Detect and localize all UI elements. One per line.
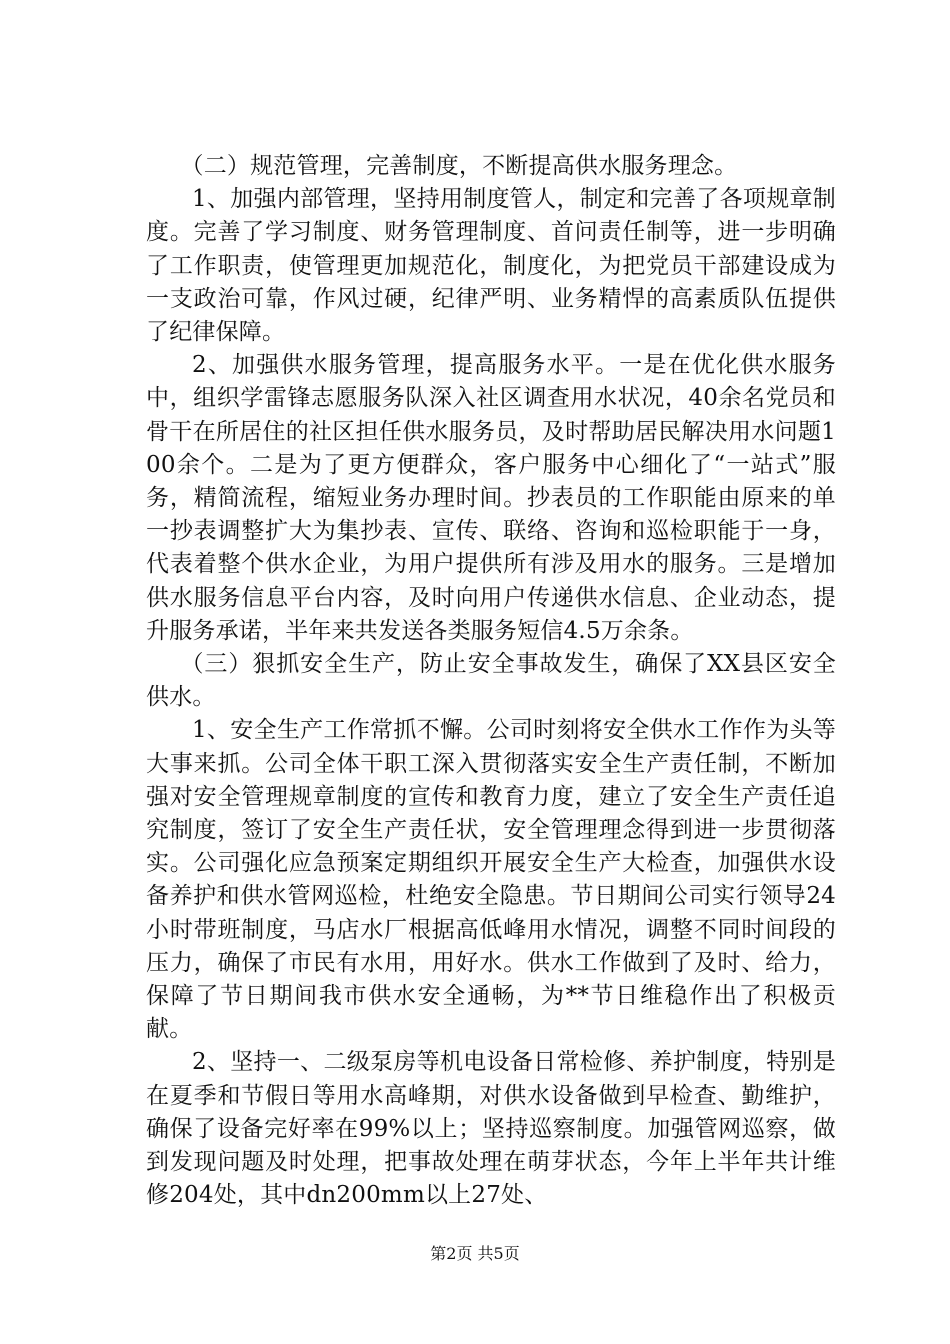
page-footer: 第2页 共5页: [430, 1244, 520, 1263]
paragraph-equipment-maintenance: 2、坚持一、二级泵房等机电设备日常检修、养护制度，特别是在夏季和节假日等用水高峰期，对供水设备做到早检查、勤维护，确保了设备完好率在99%以上；坚持巡察制度。加强管网巡察，做到发现问题及时处理，把事故处理在萌芽状态，今年上半年共计维修204处，其中dn200mm以上27处、: [146, 1049, 836, 1209]
document-body: [146, 150, 836, 1213]
paragraph-internal-management: 1、加强内部管理，坚持用制度管人，制定和完善了各项规章制度。完善了学习制度、财务管理制度、首问责任制等，进一步明确了工作职责，使管理更加规范化，制度化，为把党员干部建设成为一支政治可靠，作风过硬，纪律严明、业务精悍的高素质队伍提供了纪律保障。: [146, 186, 836, 346]
paragraph-service-management: 2、加强供水服务管理，提高服务水平。一是在优化供水服务中，组织学雷锋志愿服务队深入社区调查用水状况，40余名党员和骨干在所居住的社区担任供水服务员，及时帮助居民解决用水问题100余个。二是为了更方便群众，客户服务中心细化了“一站式”服务，精简流程，缩短业务办理时间。抄表员的工作职能由原来的单一抄表调整扩大为集抄表、宣传、联络、咨询和巡检职能于一身，代表着整个供水企业，为用户提供所有涉及用水的服务。三是增加供水服务信息平台内容，及时向用户传递供水信息、企业动态，提升服务承诺，半年来共发送各类服务短信4.5万余条。: [146, 352, 836, 644]
section-heading-3: （三）狠抓安全生产，防止安全事故发生，确保了XX县区安全供水。: [146, 651, 836, 711]
section-heading-2: （二）规范管理，完善制度，不断提高供水服务理念。: [180, 153, 738, 179]
paragraph-safety-production: 1、安全生产工作常抓不懈。公司时刻将安全供水工作作为头等大事来抓。公司全体干职工深入贯彻落实安全生产责任制，不断加强对安全管理规章制度的宣传和教育力度，建立了安全生产责任追究制度，签订了安全生产责任状，安全管理理念得到进一步贯彻落实。公司强化应急预案定期组织开展安全生产大检查，加强供水设备养护和供水管网巡检，杜绝安全隐患。节日期间公司实行领导24小时带班制度，马店水厂根据高低峰用水情况，调整不同时间段的压力，确保了市民有水用，用好水。供水工作做到了及时、给力，保障了节日期间我市供水安全通畅，为**节日维稳作出了积极贡献。: [146, 717, 836, 1043]
